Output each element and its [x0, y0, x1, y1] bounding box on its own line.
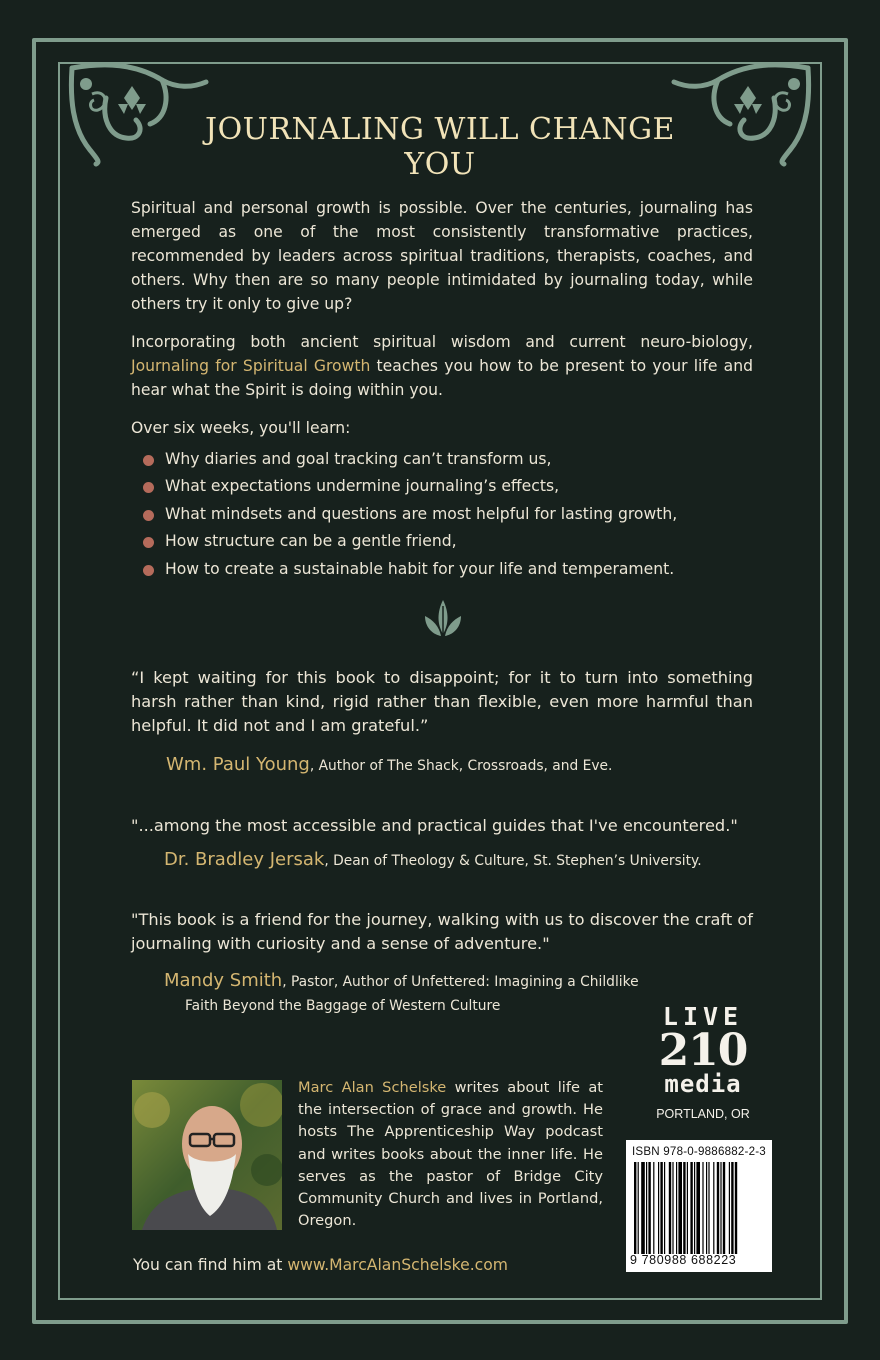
bullet-dot-icon [143, 537, 154, 548]
book-paragraph [131, 330, 753, 402]
author-photo [132, 1080, 282, 1230]
book-paragraph-lead: Incorporating both ancient spiritual wisdom and current neuro-biology, [131, 333, 753, 351]
author-bio [298, 1077, 603, 1232]
author-website-line [133, 1256, 508, 1274]
isbn-label: ISBN 978-0-9886882-2-3 [632, 1145, 766, 1158]
isbn-barcode [626, 1140, 772, 1272]
barcode-bar [641, 1162, 645, 1254]
book-paragraph-rest: teaches you how to be present to your life and hear what the Spirit is doing within you. [131, 357, 754, 399]
barcode-bar [720, 1162, 721, 1254]
barcode-bar [706, 1162, 707, 1254]
author-website-link[interactable]: www.MarcAlanSchelske.com [287, 1256, 508, 1274]
author-name: Marc Alan Schelske [298, 1079, 447, 1096]
intro-paragraph: Spiritual and personal growth is possible. Over the centuries, journaling has emerged as one of the most consistently transformative practices, recommended by leaders across spiritual traditions, therapists, coaches, and others. Why then are so many people intimidated by journaling today, while others try it only to give up? [131, 199, 753, 313]
publisher-logo [650, 1003, 756, 1123]
barcode-bar [708, 1162, 709, 1254]
website-lead: You can find him at [133, 1256, 288, 1274]
book-title: Journaling for Spiritual Growth [131, 357, 371, 375]
barcode-bar [687, 1162, 688, 1254]
endorser-role: Pastor, Author of Unfettered: Imagining a Childlike [286, 974, 639, 990]
endorser-name: Mandy Smith [164, 970, 283, 991]
endorsement-attribution: Mandy Smith, Pastor, Author of Unfettered: Imagining a Childlike Faith Beyond the Baggage of Western Culture [164, 970, 639, 1014]
endorser-role-continued: Faith Beyond the Baggage of Western Culture [185, 998, 501, 1014]
author-bio-text: writes about life at the intersection of grace and growth. He hosts The Apprenticeship Way podcast and writes books about the inner life. He serves as the pastor of Bridge City Community Church and lives in Portland, Oregon. [298, 1079, 603, 1230]
barcode-bar [658, 1162, 659, 1254]
list-item: Why diaries and goal tracking can’t transform us, [139, 446, 753, 473]
barcode-bar [694, 1162, 695, 1254]
endorser-name: Dr. Bradley Jersak [164, 849, 325, 870]
barcode-bar [729, 1162, 730, 1254]
barcode-bar [646, 1162, 647, 1254]
bullet-dot-icon [143, 482, 154, 493]
list-item: What mindsets and questions are most helpful for lasting growth, [139, 501, 753, 528]
barcode-bar [648, 1162, 650, 1254]
barcode-bar [653, 1162, 654, 1254]
list-item: How structure can be a gentle friend, [139, 528, 753, 555]
bullet-dot-icon [143, 565, 154, 576]
publisher-location: PORTLAND, OR [656, 1107, 750, 1121]
list-item: How to create a sustainable habit for your life and temperament. [139, 556, 753, 583]
barcode-bar [664, 1162, 665, 1254]
barcode-digits: 9 780988 688223 [630, 1253, 737, 1267]
endorsement-quote: “I kept waiting for this book to disappoint; for it to turn into something harsh rather than kind, rigid rather than flexible, even more harmful than helpful. It did not and I am grateful.” [131, 668, 753, 735]
barcode-bar [669, 1162, 671, 1254]
leaf-divider-icon [421, 594, 465, 638]
publisher-logo-line1: LIVE [662, 1002, 744, 1031]
endorser-role: Dean of Theology & Culture, St. Stephen’s University. [328, 853, 702, 869]
barcode-bar [638, 1162, 639, 1254]
barcode-bar [660, 1162, 662, 1254]
bullet-dot-icon [143, 510, 154, 521]
barcode-bar [731, 1162, 733, 1254]
learn-lead: Over six weeks, you'll learn: [131, 419, 351, 437]
barcode-bar [678, 1162, 682, 1254]
bullet-dot-icon [143, 455, 154, 466]
barcode-bar [702, 1162, 703, 1254]
endorser-name: Wm. Paul Young [166, 754, 310, 775]
barcode-bar [735, 1162, 737, 1254]
learning-list [131, 446, 753, 583]
list-item: What expectations undermine journaling’s effects, [139, 473, 753, 500]
barcode-bar [713, 1162, 714, 1254]
endorsement-attribution: Dr. Bradley Jersak, Dean of Theology & Culture, St. Stephen’s University. [164, 849, 702, 870]
endorsement-attribution: Wm. Paul Young, Author of The Shack, Crossroads, and Eve. [166, 754, 613, 775]
page-title: JOURNALING WILL CHANGE YOU [205, 112, 675, 182]
description-block [131, 196, 753, 583]
barcode-bar [672, 1162, 673, 1254]
barcode-bars [634, 1162, 766, 1254]
endorsement-quote: "This book is a friend for the journey, walking with us to discover the craft of journaling with curiosity and a sense of adventure." [131, 910, 753, 953]
barcode-bar [690, 1162, 692, 1254]
barcode-bar [723, 1162, 725, 1254]
barcode-bar [696, 1162, 700, 1254]
barcode-bar [676, 1162, 677, 1254]
barcode-bar [717, 1162, 719, 1254]
publisher-logo-line2: 210 [658, 1025, 748, 1076]
barcode-bar [634, 1162, 636, 1254]
publisher-logo-line3: media [664, 1070, 742, 1098]
endorsement-quote: "...among the most accessible and practical guides that I've encountered." [131, 816, 738, 835]
barcode-bar [683, 1162, 685, 1254]
endorser-role: Author of The Shack, Crossroads, and Eve. [314, 758, 613, 774]
